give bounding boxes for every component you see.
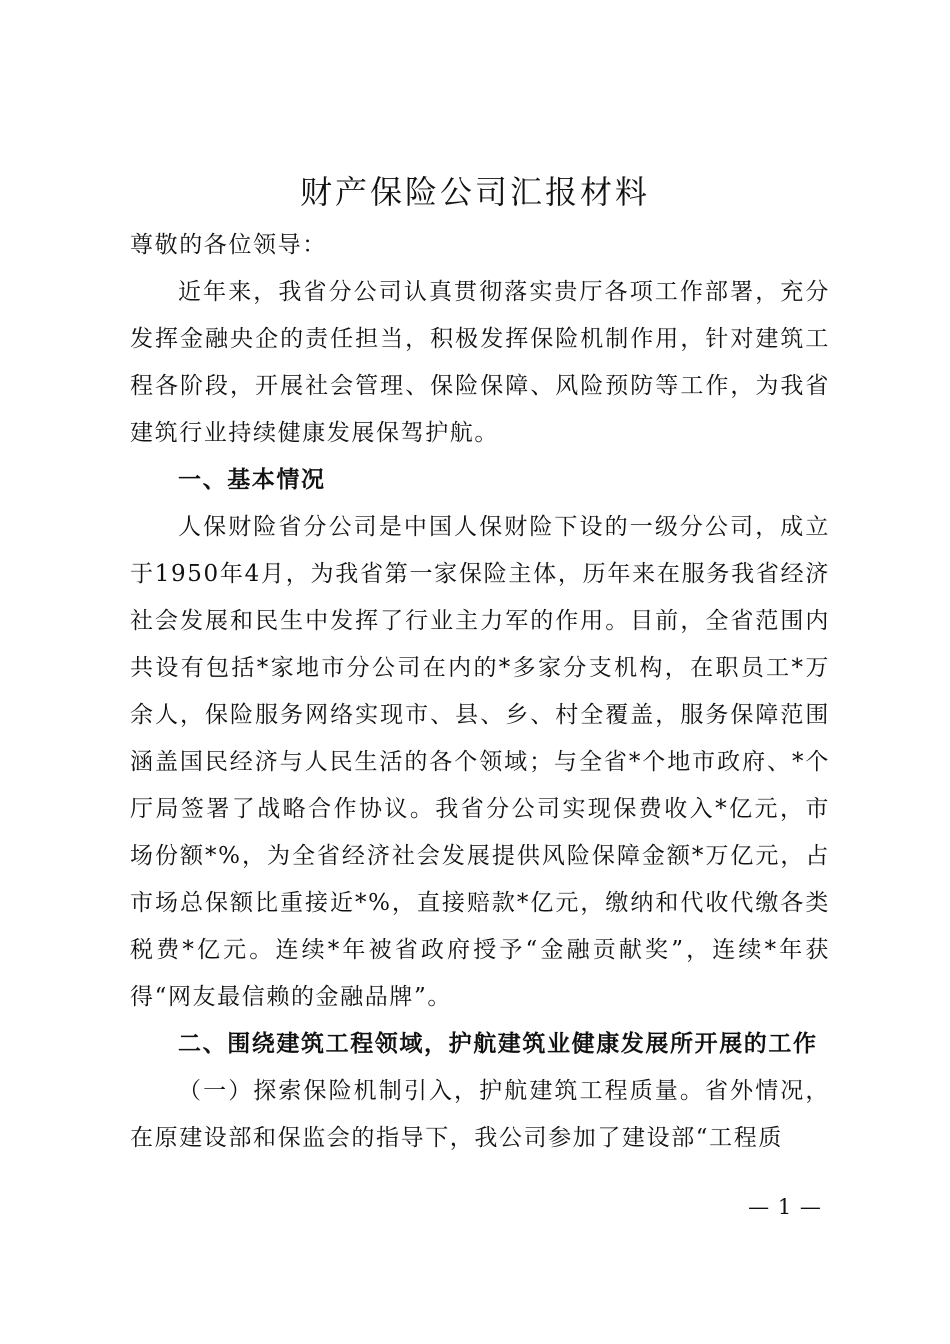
- page-number: — 1 —: [748, 1195, 822, 1219]
- section-heading-construction-work: 二、围绕建筑工程领域，护航建筑业健康发展所开展的工作: [178, 1031, 818, 1057]
- basic-situation-paragraph: 人保财险省分公司是中国人保财险下设的一级分公司，成立于1950年4月，为我省第一家保险主体，历年来在服务我省经济社会发展和民生中发挥了行业主力军的作用。目前，全省范围内共设有包括*家地市分公司在内的*多家分支机构，在职员工*万余人，保险服务网络实现市、县、乡、村全覆盖，服务保障范围涵盖国民经济与人民生活的各个领域；与全省*个地市政府、*个厅局签署了战略合作协议。我省分公司实现保费收入*亿元，市场份额*%，为全省经济社会发展提供风险保障金额*万亿元，占市场总保额比重接近*%，直接赔款*亿元，缴纳和代收代缴各类税费*亿元。连续*年被省政府授予“金融贡献奖”，连续*年获得“网友最信赖的金融品牌”。: [130, 514, 830, 1010]
- document-body: [130, 222, 830, 1162]
- section-heading-basic-situation: 一、基本情况: [178, 467, 326, 493]
- subsection-paragraph: （一）探索保险机制引入，护航建筑工程质量。省外情况，在原建设部和保监会的指导下，我公司参加了建设部“工程质: [130, 1078, 830, 1151]
- greeting: 尊敬的各位领导：: [130, 232, 327, 258]
- document-title: 财产保险公司汇报材料: [299, 173, 650, 211]
- intro-paragraph: 近年来，我省分公司认真贯彻落实贵厅各项工作部署，充分发挥金融央企的责任担当，积极发挥保险机制作用，针对建筑工程各阶段，开展社会管理、保险保障、风险预防等工作，为我省建筑行业持续健康发展保驾护航。: [130, 279, 830, 446]
